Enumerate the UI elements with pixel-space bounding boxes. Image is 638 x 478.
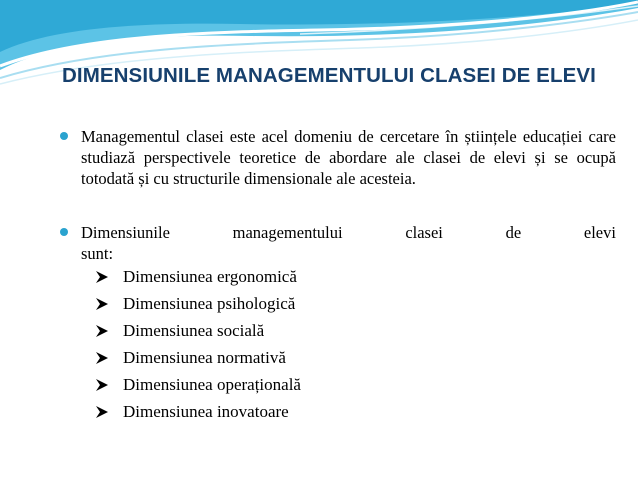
paragraph-text xyxy=(81,222,616,264)
list-item xyxy=(92,372,301,397)
dimension-label: Dimensiunea inovatoare xyxy=(123,401,289,421)
paragraph-end: sunt: xyxy=(81,244,114,263)
arrow-right-icon xyxy=(92,269,114,285)
round-bullet-icon xyxy=(60,132,68,140)
dimension-label: Dimensiunea socială xyxy=(123,320,265,340)
word: de xyxy=(505,223,522,242)
dimension-label: Dimensiunea ergonomică xyxy=(123,266,297,286)
list-item xyxy=(92,318,264,343)
arrow-right-icon xyxy=(92,404,114,420)
word: clasei xyxy=(405,223,443,242)
bullet-paragraph-2 xyxy=(60,222,620,264)
arrow-right-icon xyxy=(92,377,114,393)
list-item xyxy=(92,399,289,424)
paragraph-text: Managementul clasei este acel domeniu de cercetare în științele educației care studiază perspectivele teoretice de abordare ale clasei de elevi și se ocupă totodată și cu structurile dimensionale ale acesteia. xyxy=(81,127,616,188)
dimension-label: Dimensiunea psihologică xyxy=(123,293,296,313)
word: Dimensiunile xyxy=(81,223,170,242)
slide-title: DIMENSIUNILE MANAGEMENTULUI CLASEI DE ELEVI xyxy=(62,64,596,87)
dimension-label: Dimensiunea normativă xyxy=(123,347,286,367)
word: managementului xyxy=(232,223,343,242)
list-item xyxy=(92,264,297,289)
arrow-right-icon xyxy=(92,296,114,312)
word: elevi xyxy=(583,223,616,242)
arrow-right-icon xyxy=(92,350,114,366)
arrow-right-icon xyxy=(92,323,114,339)
list-item xyxy=(92,345,286,370)
round-bullet-icon xyxy=(60,228,68,236)
dimension-label: Dimensiunea operațională xyxy=(123,374,301,394)
bullet-paragraph-1 xyxy=(60,126,620,189)
list-item xyxy=(92,291,295,316)
